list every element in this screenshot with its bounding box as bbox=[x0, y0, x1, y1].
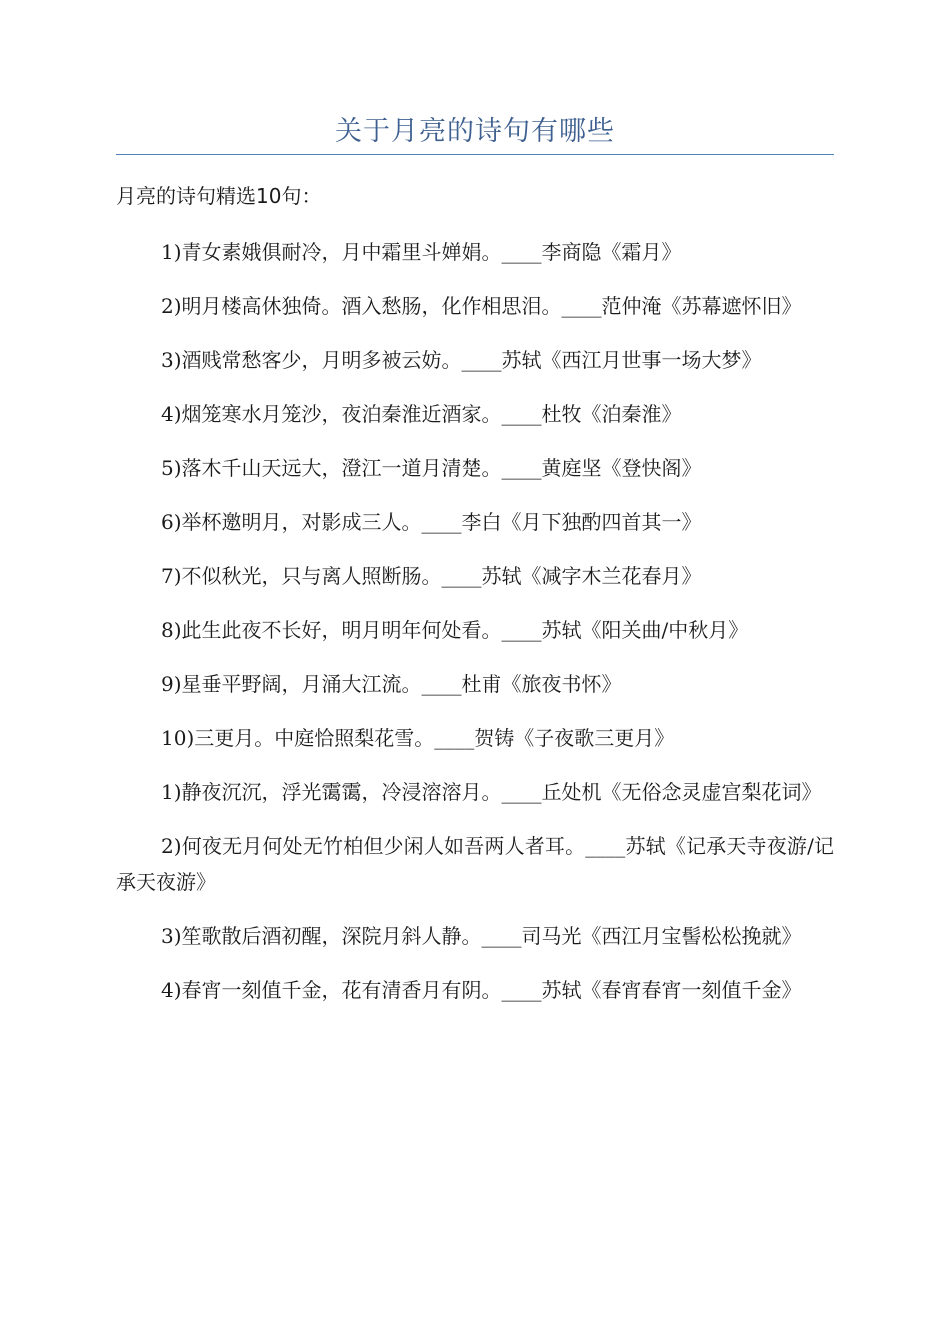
poem-line: 7)不似秋光，只与离人照断肠。____苏轼《减字木兰花春月》 bbox=[161, 564, 702, 588]
poem-line: 1)青女素娥俱耐冷，月中霜里斗婵娟。____李商隐《霜月》 bbox=[161, 240, 682, 264]
intro-line bbox=[116, 180, 834, 212]
poem-line: 10)三更月。中庭恰照梨花雪。____贺铸《子夜歌三更月》 bbox=[161, 726, 675, 750]
poem-line: 2)明月楼高休独倚。酒入愁肠，化作相思泪。____范仲淹《苏幕遮怀旧》 bbox=[161, 294, 802, 318]
poem-line: 3)笙歌散后酒初醒，深院月斜人静。____司马光《西江月宝髻松松挽就》 bbox=[161, 924, 802, 948]
poem-line: 4)烟笼寒水月笼沙，夜泊秦淮近酒家。____杜牧《泊秦淮》 bbox=[161, 402, 682, 426]
intro-prefix: 月亮的诗句精选 bbox=[116, 184, 256, 208]
intro-number: 10 bbox=[256, 184, 282, 208]
poem-line: 4)春宵一刻值千金，花有清香月有阴。____苏轼《春宵春宵一刻值千金》 bbox=[161, 978, 802, 1002]
intro-suffix: 句： bbox=[281, 184, 322, 208]
poem-line: 9)星垂平野阔，月涌大江流。____杜甫《旅夜书怀》 bbox=[161, 672, 622, 696]
poem-line: 5)落木千山天远大，澄江一道月清楚。____黄庭坚《登快阁》 bbox=[161, 456, 702, 480]
page-title: 关于月亮的诗句有哪些 bbox=[335, 116, 615, 147]
poem-line: 6)举杯邀明月，对影成三人。____李白《月下独酌四首其一》 bbox=[161, 510, 702, 534]
poem-list bbox=[116, 234, 834, 1026]
title-divider bbox=[116, 154, 834, 155]
poem-line: 8)此生此夜不长好，明月明年何处看。____苏轼《阳关曲/中秋月》 bbox=[161, 618, 749, 642]
poem-line: 2)何夜无月何处无竹柏但少闲人如吾两人者耳。____苏轼《记承天寺夜游/记承天夜游》 bbox=[116, 834, 834, 894]
poem-line: 3)酒贱常愁客少，月明多被云妨。____苏轼《西江月世事一场大梦》 bbox=[161, 348, 762, 372]
poem-line: 1)静夜沉沉，浮光霭霭，冷浸溶溶月。____丘处机《无俗念灵虚宫梨花词》 bbox=[161, 780, 822, 804]
